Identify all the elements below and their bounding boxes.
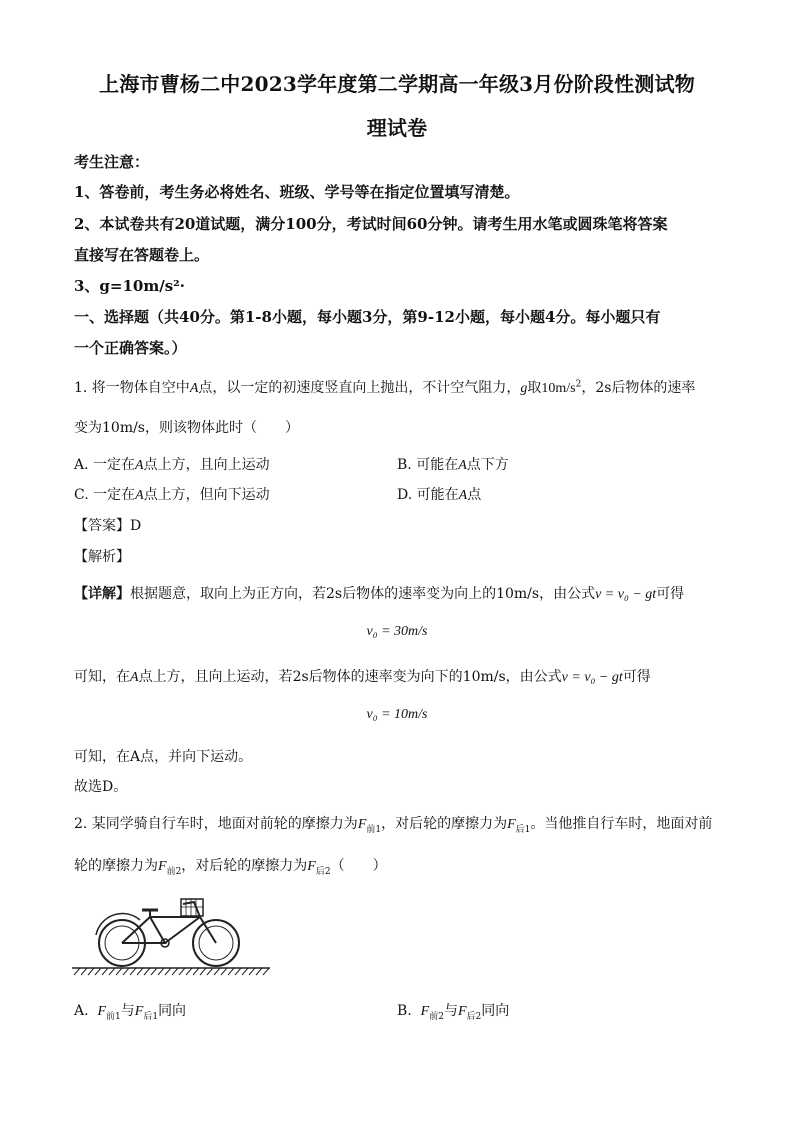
q1-choose: 故选D。 <box>74 779 128 795</box>
ground-hatch <box>74 968 269 975</box>
q1-option-d[interactable]: D. 可能在A点 <box>397 487 482 503</box>
section-1b: 一个正确答案。） <box>74 339 187 357</box>
q1-option-b[interactable]: B. 可能在A点下方 <box>397 457 509 473</box>
title-line-1: 上海市曹杨二中2023学年度第二学期高一年级3月份阶段性测试物 <box>99 72 695 96</box>
q1-result-1: v₀ = 30m/s <box>366 624 428 639</box>
q2-option-a[interactable]: A. $F_{前1}$与$F_{后1}$同向 <box>74 1003 187 1022</box>
q1-line-1: 1. 将一物体自空中A点，以一定的初速度竖直向上抛出，不计空气阻力，g取$10m/s^2$，2s后物体的速率 <box>74 379 696 396</box>
title-line-2: 理试卷 <box>366 116 428 140</box>
bicycle-handlebar <box>183 902 200 917</box>
q1-detail-line-3: 可知，在A点，并向下运动。 <box>74 749 253 765</box>
notice-3: 3、g=10m/s²· <box>74 277 185 295</box>
q1-line-2: 变为10m/s，则该物体此时（ ） <box>74 420 299 436</box>
q1-detail-line-2: 可知，在A点上方，且向上运动，若2s后物体的速率变为向下的10m/s，由公式v = v₀ − gt可得 <box>74 669 651 685</box>
q2-line-1: 2. 某同学骑自行车时，地面对前轮的摩擦力为$F_{前1}$，对后轮的摩擦力为$F_{后1}$。当他推自行车时，地面对前 <box>74 816 713 835</box>
q1-option-c[interactable]: C. 一定在A点上方，但向下运动 <box>74 487 270 503</box>
notice-2a: 2、本试卷共有20道试题，满分100分，考试时间60分钟。请考生用水笔或圆珠笔将答案 <box>74 215 668 233</box>
q1-answer: 【答案】D <box>74 518 142 534</box>
q1-result-2: v₀ = 10m/s <box>366 707 428 722</box>
notice-1: 1、答卷前，考生务必将姓名、班级、学号等在指定位置填写清楚。 <box>74 183 520 201</box>
q1-option-a[interactable]: A. 一定在A点上方，且向上运动 <box>74 457 270 473</box>
notice-2b: 直接写在答题卷上。 <box>74 246 210 264</box>
q2-line-2: 轮的摩擦力为$F_{前2}$，对后轮的摩擦力为$F_{后2}$（ ） <box>74 858 387 877</box>
q1-analysis: 【解析】 <box>74 549 130 565</box>
q2-option-b[interactable]: B. $F_{前2}$与$F_{后2}$同向 <box>397 1003 510 1022</box>
bicycle-figure <box>70 890 275 980</box>
q1-detail-line-1: 【详解】根据题意，取向上为正方向，若2s后物体的速率变为向上的10m/s，由公式v = v₀ − gt可得 <box>74 586 685 602</box>
section-1a: 一、选择题（共40分。第1-8小题，每小题3分，第9-12小题，每小题4分。每小题只有 <box>74 308 661 326</box>
notice-header: 考生注意： <box>74 153 150 171</box>
